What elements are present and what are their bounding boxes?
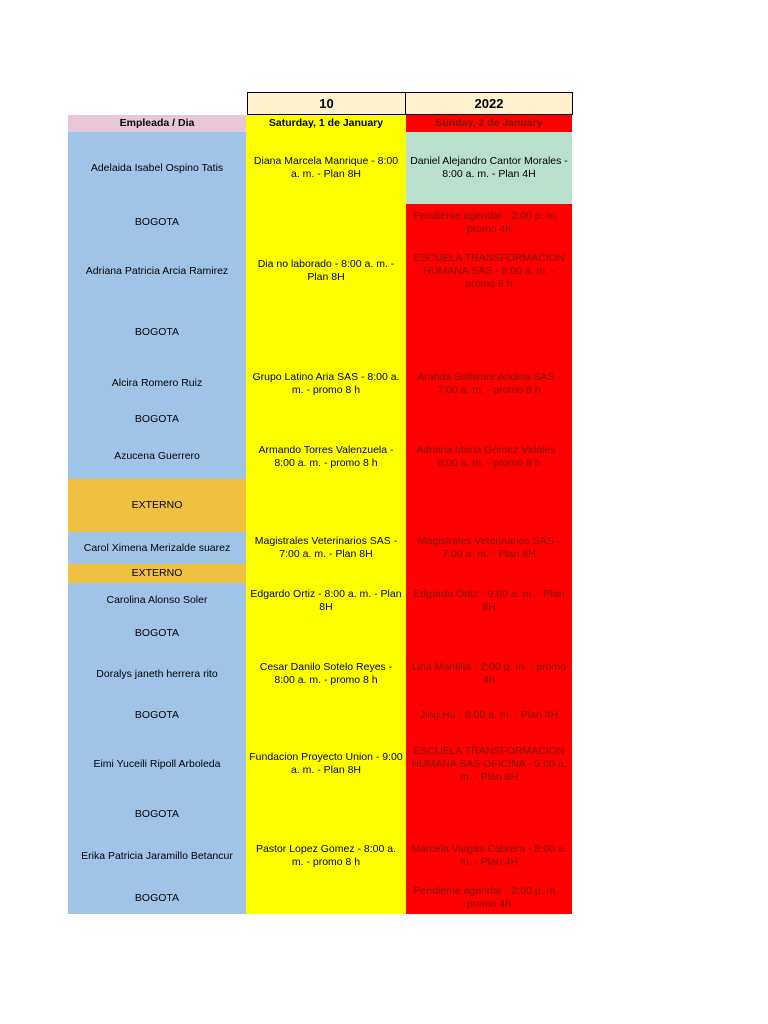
sunday-assignment: Marcela Vargas Cabrera - 8:00 a. m. - Plan 4H <box>411 843 567 868</box>
sunday-assignment: Edgardo Ortiz - 9:00 a. m. - Plan 8H <box>413 587 565 613</box>
column-label-sunday: Sunday, 2 de January <box>406 115 572 132</box>
sunday-assignment: Adriana Maria Gómez Vidales - 8:00 a. m. - promo 8 h <box>416 443 562 469</box>
employee-location: BOGOTA <box>68 204 246 241</box>
employee-location: BOGOTA <box>68 882 246 914</box>
saturday-assignment: Pastor Lopez Gomez - 8:00 a. m. - promo 8 h <box>255 843 397 868</box>
employee-name: Adriana Patricia Arcia Ramirez <box>68 241 246 301</box>
saturday-assignment: Diana Marcela Manrique - 8:00 a. m. - Plan 8H <box>253 155 399 180</box>
sunday-assignment: Lina Mantilla - 2:00 p. m. - promo 4h <box>411 661 567 686</box>
saturday-assignment: Edgardo Ortiz - 8:00 a. m. - Plan 8H <box>250 587 402 613</box>
employee-location-externo: EXTERNO <box>68 564 246 583</box>
employee-name: Adelaida Isabel Ospino Tatis <box>68 132 246 204</box>
sunday-assignment: ESCUELA TRANSFORMACION HUMANA SAS OFICINA - 9:00 a. m. - Plan 8H <box>411 744 567 783</box>
sunday-assignment: ESCUELA TRANSFORMACION HUMANA SAS - 8:00 a. m. - promo 8 h <box>413 251 565 290</box>
saturday-assignment: Armando Torres Valenzuela - 8:00 a. m. - promo 8 h <box>258 443 394 469</box>
column-label-saturday: Saturday, 1 de January <box>246 115 406 132</box>
saturday-assignment: Dia no laborado - 8:00 a. m. - Plan 8H <box>257 258 395 283</box>
employee-location: BOGOTA <box>68 301 246 363</box>
employee-name: Carol Ximena Merizalde suarez <box>68 532 246 564</box>
header-week-number: 10 <box>247 92 406 115</box>
employee-name: Erika Patricia Jaramillo Betancur <box>68 830 246 882</box>
sunday-assignment: Jing Hu - 8:00 a. m. - Plan 4H <box>419 708 559 721</box>
employee-location: BOGOTA <box>68 798 246 830</box>
header-year: 2022 <box>406 92 573 115</box>
saturday-assignment: Fundacion Proyecto Union - 9:00 a. m. - Plan 8H <box>249 751 403 776</box>
employee-location: BOGOTA <box>68 404 246 434</box>
sunday-assignment: Pendiente agendar - 2:00 p. m. - promo 4h <box>413 885 565 910</box>
sunday-assignment: Aranda Software Andina SAS - 7:00 a. m. - promo 8 h <box>417 370 561 396</box>
sunday-assignment: Pendiente agendar - 2:00 p. m. - promo 4h <box>413 209 565 235</box>
employee-name: Azucena Guerrero <box>68 434 246 479</box>
employee-location-externo: EXTERNO <box>68 479 246 532</box>
employee-name: Doralys janeth herrera rito <box>68 648 246 700</box>
sunday-assignment-highlight: Daniel Alejandro Cantor Morales - 8:00 a. m. - Plan 4H <box>406 132 572 204</box>
saturday-assignment: Magistrales Veterinarios SAS - 7:00 a. m. - Plan 8H <box>254 535 398 560</box>
saturday-assignment: Grupo Latino Aria SAS - 8:00 a. m. - promo 8 h <box>252 370 400 396</box>
employee-name: Eimi Yuceili Ripoll Arboleda <box>68 730 246 798</box>
column-label-employee: Empleada / Dia <box>68 115 246 132</box>
employee-location: BOGOTA <box>68 618 246 648</box>
employee-name: Carolina Alonso Soler <box>68 583 246 618</box>
sunday-assignment: Magistrales Veterinarios SAS - 7:00 a. m. - Plan 8H <box>417 535 561 560</box>
saturday-assignment: Cesar Danilo Sotelo Reyes - 8:00 a. m. - promo 8 h <box>259 661 393 686</box>
employee-name: Alcira Romero Ruiz <box>68 363 246 404</box>
employee-location: BOGOTA <box>68 700 246 730</box>
